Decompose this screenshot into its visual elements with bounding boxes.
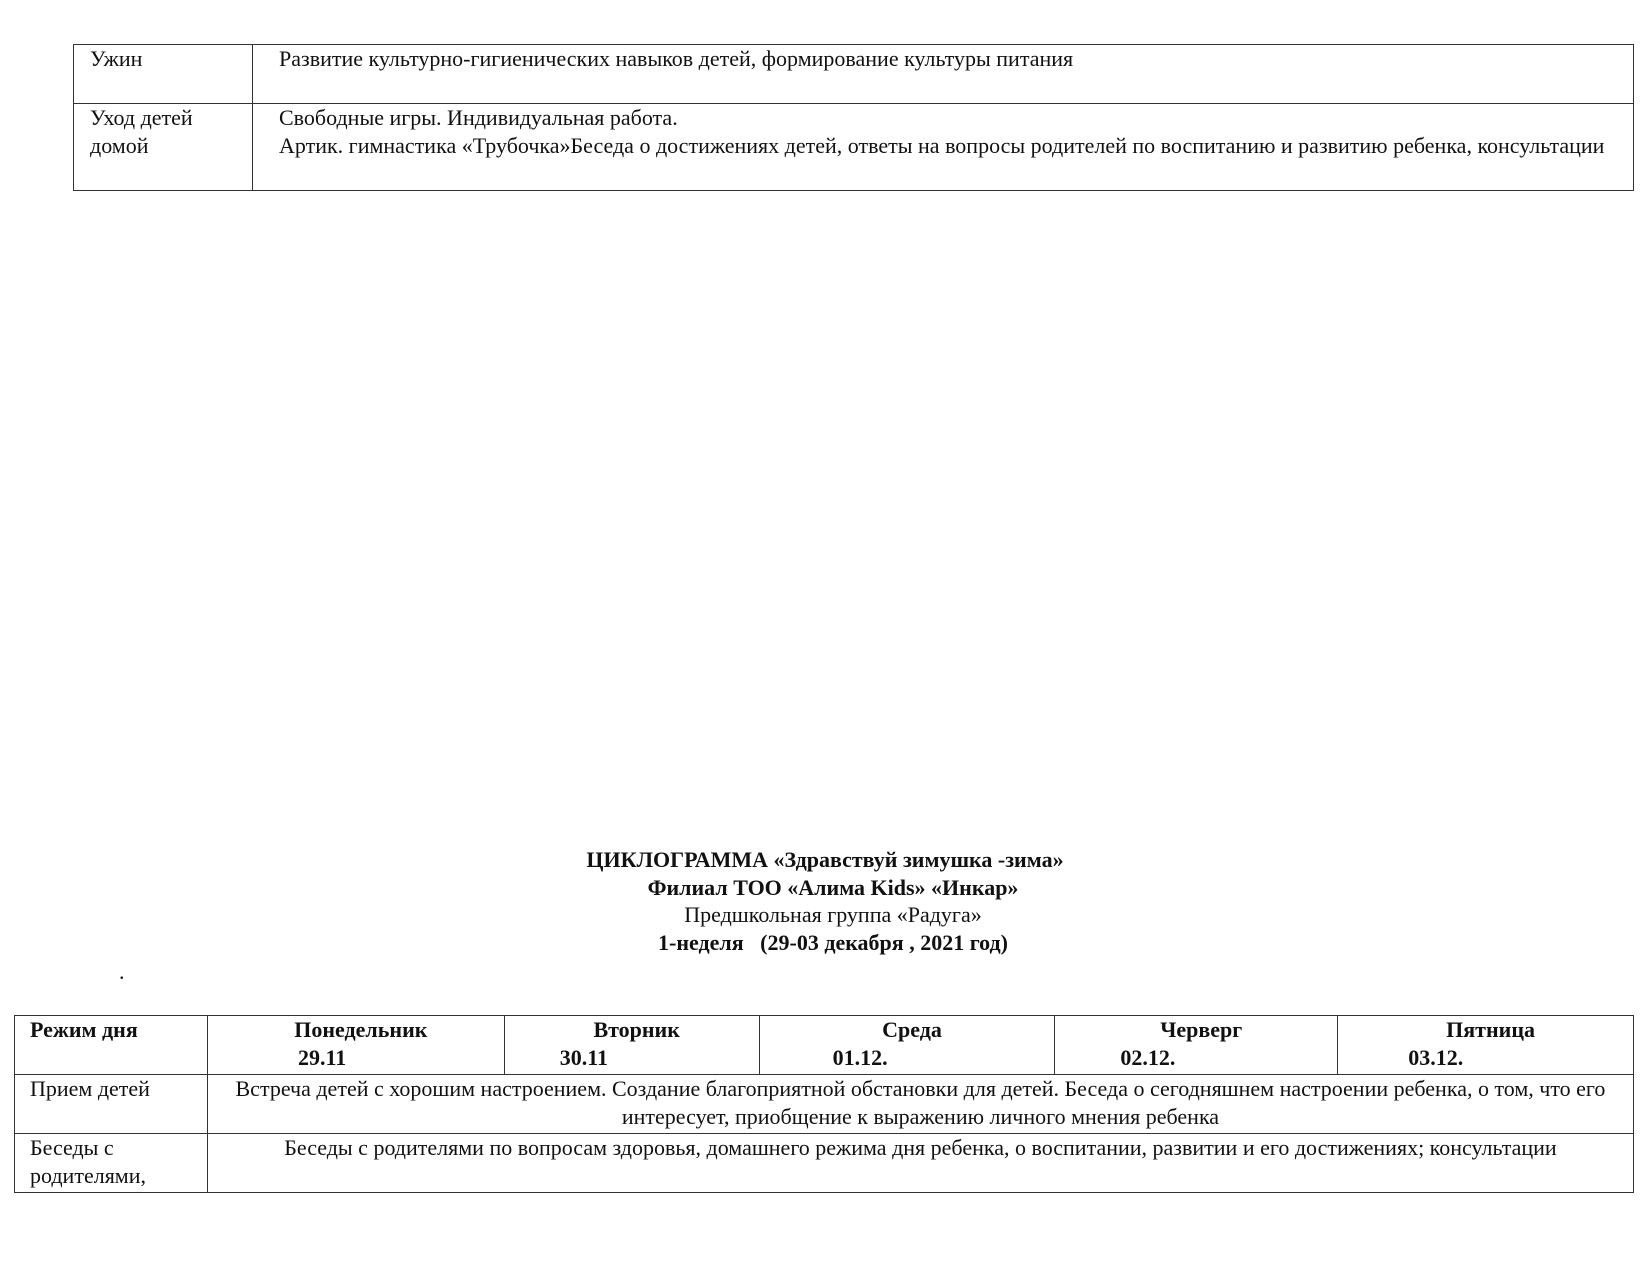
branch-name: Филиал ТОО «Алима Kids» «Инкар» bbox=[647, 875, 1019, 900]
table-row bbox=[74, 45, 1634, 104]
day-header-tuesday bbox=[504, 1016, 759, 1075]
content-line: Развитие культурно-гигиенических навыков детей, формирование культуры питания bbox=[279, 46, 1074, 71]
day-header-friday bbox=[1338, 1016, 1634, 1075]
day-name: Пятница bbox=[1446, 1017, 1536, 1042]
row-content-dinner bbox=[253, 45, 1634, 104]
row-label-going-home: Уход детей домой bbox=[74, 104, 253, 191]
row-content-going-home bbox=[253, 104, 1634, 191]
day-date: 29.11 bbox=[297, 1045, 347, 1070]
day-name: Вторник bbox=[593, 1017, 680, 1042]
day-name: Среда bbox=[882, 1017, 942, 1042]
group-name: Предшкольная группа «Радуга» bbox=[684, 902, 982, 927]
day-header-thursday bbox=[1055, 1016, 1338, 1075]
day-date: 03.12. bbox=[1408, 1045, 1464, 1070]
corner-header: Режим дня bbox=[15, 1016, 208, 1075]
day-date: 01.12. bbox=[832, 1045, 888, 1070]
day-header-monday bbox=[207, 1016, 504, 1075]
row-content-parents: Беседы с родителями по вопросам здоровья, домашнего режима дня ребенка, о воспитании, развитии и его достижениях; консультации bbox=[207, 1134, 1633, 1193]
document-title: ЦИКЛОГРАММА «Здравствуй зимушка -зима» bbox=[586, 847, 1064, 872]
table-header-row bbox=[15, 1016, 1634, 1075]
row-label-reception: Прием детей bbox=[15, 1075, 208, 1134]
stray-dot: . bbox=[119, 959, 125, 984]
row-label-parents: Беседы с родителями, bbox=[15, 1134, 208, 1193]
schedule-table bbox=[14, 1015, 1634, 1193]
top-table bbox=[73, 44, 1634, 191]
row-content-reception: Встреча детей с хорошим настроением. Создание благоприятной обстановки для детей. Беседа о сегодняшнем настроении ребенка, о том, что его интересует, приобщение к выражению личного мнения ребенка bbox=[207, 1075, 1633, 1134]
week-range: 1-неделя (29-03 декабря , 2021 год) bbox=[658, 930, 1008, 955]
table-row bbox=[15, 1075, 1634, 1134]
table-row bbox=[74, 104, 1634, 191]
day-date: 30.11 bbox=[559, 1045, 609, 1070]
day-name: Понедельник bbox=[294, 1017, 428, 1042]
row-label-dinner: Ужин bbox=[74, 45, 253, 104]
day-name: Черверг bbox=[1160, 1017, 1243, 1042]
day-header-wednesday bbox=[759, 1016, 1055, 1075]
content-line: Свободные игры. Индивидуальная работа. bbox=[279, 105, 678, 130]
day-date: 02.12. bbox=[1120, 1045, 1176, 1070]
content-line: Артик. гимнастика «Трубочка»Беседа о достижениях детей, ответы на вопросы родителей по воспитанию и развитию ребенка, консультации bbox=[279, 133, 1605, 158]
table-row bbox=[15, 1134, 1634, 1193]
